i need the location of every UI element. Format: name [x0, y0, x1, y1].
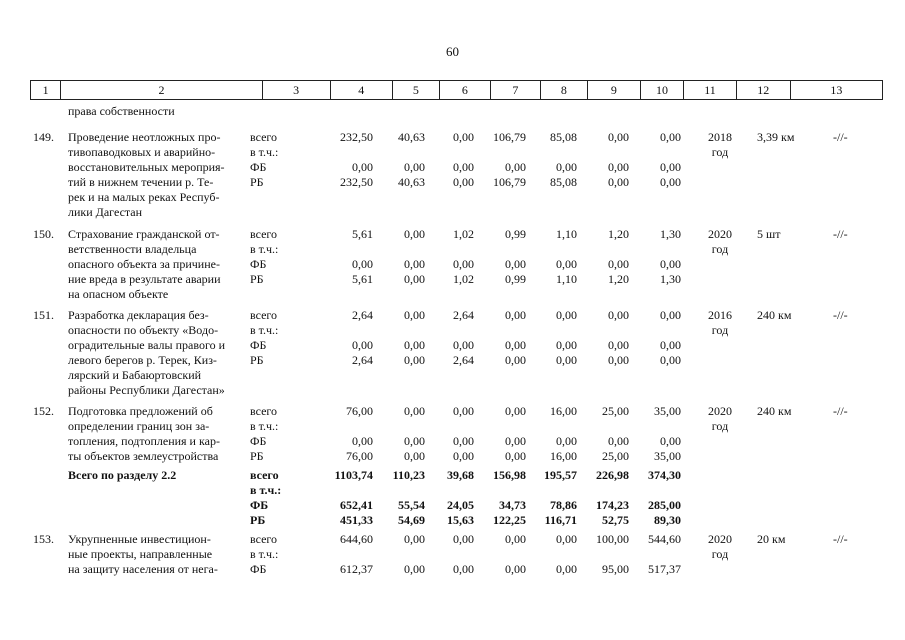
row-151-year: 2016 — [708, 308, 732, 322]
row-150-indicator: 5 шт — [757, 227, 781, 241]
row-151-funding-label: всего — [250, 308, 278, 322]
row-152-year-unit: год — [711, 419, 729, 433]
total-value: 652,41 — [340, 498, 373, 512]
row-152-value: 16,00 — [550, 449, 577, 463]
total-value: 374,30 — [648, 468, 681, 482]
row-150-value: 0,00 — [404, 272, 425, 286]
row-153-value: 517,37 — [648, 562, 681, 576]
row-153-value: 0,00 — [505, 532, 526, 546]
row-149-description-line: Проведение неотложных про- — [68, 130, 221, 144]
row-152-value: 0,00 — [608, 434, 629, 448]
row-150-description-line: ние вреда в результате аварии — [68, 272, 221, 286]
row-151-value: 2,64 — [453, 308, 474, 322]
row-151-value: 0,00 — [505, 308, 526, 322]
row-153-value: 0,00 — [453, 562, 474, 576]
row-150-value: 1,30 — [660, 272, 681, 286]
row-152-description-line: Подготовка предложений об — [68, 404, 213, 418]
row-152-indicator: 240 км — [757, 404, 792, 418]
total-value: 55,54 — [398, 498, 425, 512]
row-152-value: 0,00 — [453, 404, 474, 418]
row-149-funding-label: РБ — [250, 175, 264, 189]
row-150-value: 1,20 — [608, 272, 629, 286]
total-value: 116,71 — [544, 513, 577, 527]
row-150-value: 0,00 — [660, 257, 681, 271]
row-151-funding-label: РБ — [250, 353, 264, 367]
col-header-7: 7 — [491, 81, 541, 99]
row-152-value: 16,00 — [550, 404, 577, 418]
row-151-value: 0,00 — [660, 338, 681, 352]
row-153-value: 0,00 — [505, 562, 526, 576]
row-151-value: 2,64 — [352, 308, 373, 322]
total-value: 52,75 — [602, 513, 629, 527]
row-149-description-line: рек и на малых реках Респуб- — [68, 190, 220, 204]
row-153-year-unit: год — [711, 547, 729, 561]
row-153-funding-label: всего — [250, 532, 278, 546]
row-150-note: -//- — [833, 227, 848, 241]
row-150-description-line: ветственности владельца — [68, 242, 197, 256]
row-149-funding-label: в т.ч.: — [250, 145, 279, 159]
row-149-value: 40,63 — [398, 130, 425, 144]
row-149-indicator: 3,39 км — [757, 130, 795, 144]
row-150-value: 0,00 — [556, 257, 577, 271]
col-header-9: 9 — [588, 81, 641, 99]
row-150-value: 1,10 — [556, 227, 577, 241]
row-153-value: 0,00 — [453, 532, 474, 546]
row-152-value: 0,00 — [352, 434, 373, 448]
total-value: 78,86 — [550, 498, 577, 512]
row-152-funding-label: РБ — [250, 449, 264, 463]
row-149-description-line: тий в нижнем течении р. Те- — [68, 175, 214, 189]
total-value: 285,00 — [648, 498, 681, 512]
row-151-number: 151. — [33, 308, 54, 322]
row-152-funding-label: всего — [250, 404, 278, 418]
col-header-1: 1 — [31, 81, 61, 99]
row-151-funding-label: в т.ч.: — [250, 323, 279, 337]
row-153-value: 100,00 — [596, 532, 629, 546]
col-header-8: 8 — [541, 81, 588, 99]
row-151-description-line: районы Республики Дагестан» — [68, 383, 225, 397]
row-153-value: 95,00 — [602, 562, 629, 576]
row-153-description-line: Укрупненные инвестицион- — [68, 532, 211, 546]
row-151-value: 0,00 — [404, 308, 425, 322]
row-151-value: 0,00 — [404, 353, 425, 367]
col-header-11: 11 — [684, 81, 737, 99]
row-152-funding-label: ФБ — [250, 434, 267, 448]
row-149-description-line: тивопаводковых и аварийно- — [68, 145, 216, 159]
total-value: 226,98 — [596, 468, 629, 482]
total-value: 15,63 — [447, 513, 474, 527]
row-153-value: 0,00 — [404, 532, 425, 546]
row-149-value: 106,79 — [493, 175, 526, 189]
row-150-value: 0,00 — [404, 227, 425, 241]
row-152-value: 25,00 — [602, 449, 629, 463]
row-153-funding-label: ФБ — [250, 562, 267, 576]
row-149-value: 0,00 — [352, 160, 373, 174]
col-header-6: 6 — [440, 81, 491, 99]
row-152-note: -//- — [833, 404, 848, 418]
col-header-5: 5 — [393, 81, 440, 99]
row-151-value: 0,00 — [556, 338, 577, 352]
row-150-year: 2020 — [708, 227, 732, 241]
row-153-value: 612,37 — [340, 562, 373, 576]
row-152-value: 0,00 — [453, 434, 474, 448]
total-value: 39,68 — [447, 468, 474, 482]
row-151-description-line: лярский и Бабаюртовский — [68, 368, 202, 382]
row-152-description-line: топления, подтопления и кар- — [68, 434, 220, 448]
row-152-value: 35,00 — [654, 404, 681, 418]
row-150-value: 0,99 — [505, 227, 526, 241]
col-header-13: 13 — [830, 83, 843, 97]
row-150-value: 0,99 — [505, 272, 526, 286]
row-152-value: 76,00 — [346, 404, 373, 418]
row-149-description-line: восстановительных мероприя- — [68, 160, 225, 174]
row-150-year-unit: год — [711, 242, 729, 256]
total-value: 156,98 — [493, 468, 526, 482]
row-152-value: 35,00 — [654, 449, 681, 463]
row-153-year: 2020 — [708, 532, 732, 546]
row-153-description-line: на защиту населения от нега- — [68, 562, 218, 576]
row-150-description-line: опасного объекта за причине- — [68, 257, 220, 271]
row-151-indicator: 240 км — [757, 308, 792, 322]
row-152-value: 0,00 — [404, 434, 425, 448]
row-153-note: -//- — [833, 532, 848, 546]
row-149-value: 0,00 — [608, 175, 629, 189]
row-151-value: 0,00 — [608, 338, 629, 352]
row-153-number: 153. — [33, 532, 54, 546]
row-149-value: 0,00 — [608, 130, 629, 144]
row-149-value: 0,00 — [453, 160, 474, 174]
row-152-value: 0,00 — [453, 449, 474, 463]
row-151-value: 0,00 — [505, 353, 526, 367]
row-153-value: 0,00 — [556, 532, 577, 546]
row-151-value: 0,00 — [453, 338, 474, 352]
total-value: 195,57 — [544, 468, 577, 482]
page-number: 60 — [446, 44, 459, 59]
row-152-description-line: ты объектов землеустройства — [68, 449, 219, 463]
col-header-12: 12 — [737, 81, 791, 99]
row-150-value: 1,10 — [556, 272, 577, 286]
row-151-value: 0,00 — [660, 353, 681, 367]
table-header-row — [30, 80, 883, 100]
row-149-note: -//- — [833, 130, 848, 144]
row-150-value: 0,00 — [505, 257, 526, 271]
total-value: 89,30 — [654, 513, 681, 527]
row-150-value: 1,02 — [453, 272, 474, 286]
row-150-value: 0,00 — [404, 257, 425, 271]
total-value: 122,25 — [493, 513, 526, 527]
row-151-value: 0,00 — [608, 308, 629, 322]
row-151-value: 0,00 — [608, 353, 629, 367]
total-value: 34,73 — [499, 498, 526, 512]
total-funding-label: ФБ — [250, 498, 269, 512]
row-149-value: 0,00 — [453, 175, 474, 189]
row-152-value: 25,00 — [602, 404, 629, 418]
row-149-value: 85,08 — [550, 175, 577, 189]
row-151-value: 0,00 — [352, 338, 373, 352]
row-151-value: 0,00 — [404, 338, 425, 352]
total-value: 174,23 — [596, 498, 629, 512]
total-label: Всего по разделу 2.2 — [68, 468, 177, 482]
row-149-value: 0,00 — [505, 160, 526, 174]
row-149-value: 0,00 — [404, 160, 425, 174]
total-value: 24,05 — [447, 498, 474, 512]
row-150-value: 0,00 — [352, 257, 373, 271]
row-150-value: 1,30 — [660, 227, 681, 241]
row-149-value: 232,50 — [340, 130, 373, 144]
row-152-value: 76,00 — [346, 449, 373, 463]
row-149-year: 2018 — [708, 130, 732, 144]
row-150-value: 5,61 — [352, 227, 373, 241]
row-149-number: 149. — [33, 130, 54, 144]
row-151-value: 2,64 — [352, 353, 373, 367]
total-funding-label: РБ — [250, 513, 266, 527]
col-header-4: 4 — [331, 81, 393, 99]
total-value: 1103,74 — [334, 468, 373, 482]
row-152-value: 0,00 — [556, 434, 577, 448]
total-value: 110,23 — [392, 468, 425, 482]
continuation-text: права собственности — [68, 104, 175, 118]
row-152-year: 2020 — [708, 404, 732, 418]
row-150-value: 0,00 — [608, 257, 629, 271]
row-151-value: 0,00 — [556, 308, 577, 322]
row-153-value: 0,00 — [404, 562, 425, 576]
row-149-value: 0,00 — [660, 130, 681, 144]
total-funding-label: в т.ч.: — [250, 483, 282, 497]
row-149-value: 0,00 — [660, 160, 681, 174]
row-153-funding-label: в т.ч.: — [250, 547, 279, 561]
row-150-number: 150. — [33, 227, 54, 241]
row-149-value: 0,00 — [608, 160, 629, 174]
row-151-funding-label: ФБ — [250, 338, 267, 352]
total-funding-label: всего — [250, 468, 279, 482]
row-152-funding-label: в т.ч.: — [250, 419, 279, 433]
row-150-funding-label: РБ — [250, 272, 264, 286]
row-150-value: 5,61 — [352, 272, 373, 286]
row-152-value: 0,00 — [404, 404, 425, 418]
row-151-value: 0,00 — [505, 338, 526, 352]
total-value: 54,69 — [398, 513, 425, 527]
row-152-value: 0,00 — [404, 449, 425, 463]
row-153-value: 0,00 — [556, 562, 577, 576]
row-151-description-line: левого берегов р. Терек, Киз- — [68, 353, 217, 367]
row-149-value: 85,08 — [550, 130, 577, 144]
row-151-year-unit: год — [711, 323, 729, 337]
row-152-value: 0,00 — [505, 404, 526, 418]
row-149-value: 0,00 — [556, 160, 577, 174]
row-150-value: 0,00 — [453, 257, 474, 271]
col-header-2: 2 — [61, 81, 263, 99]
row-153-value: 544,60 — [648, 532, 681, 546]
col-header-3: 3 — [263, 81, 331, 99]
row-149-funding-label: всего — [250, 130, 278, 144]
row-151-description-line: опасности по объекту «Водо- — [68, 323, 219, 337]
row-152-number: 152. — [33, 404, 54, 418]
row-149-value: 106,79 — [493, 130, 526, 144]
row-153-value: 644,60 — [340, 532, 373, 546]
row-149-funding-label: ФБ — [250, 160, 267, 174]
row-150-funding-label: в т.ч.: — [250, 242, 279, 256]
row-152-value: 0,00 — [505, 434, 526, 448]
row-153-indicator: 20 км — [757, 532, 786, 546]
row-150-funding-label: всего — [250, 227, 278, 241]
total-value: 451,33 — [340, 513, 373, 527]
row-152-value: 0,00 — [505, 449, 526, 463]
row-149-value: 40,63 — [398, 175, 425, 189]
row-149-value: 232,50 — [340, 175, 373, 189]
row-151-description-line: Разработка декларация без- — [68, 308, 209, 322]
row-149-year-unit: год — [711, 145, 729, 159]
row-152-description-line: определении границ зон за- — [68, 419, 210, 433]
row-149-value: 0,00 — [453, 130, 474, 144]
row-151-value: 0,00 — [556, 353, 577, 367]
row-153-description-line: ные проекты, направленные — [68, 547, 213, 561]
row-151-value: 2,64 — [453, 353, 474, 367]
row-149-description-line: лики Дагестан — [68, 205, 143, 219]
row-150-value: 1,02 — [453, 227, 474, 241]
row-150-description-line: на опасном объекте — [68, 287, 169, 301]
row-151-value: 0,00 — [660, 308, 681, 322]
row-150-description-line: Страхование гражданской от- — [68, 227, 220, 241]
col-header-10: 10 — [641, 81, 684, 99]
row-149-value: 0,00 — [660, 175, 681, 189]
row-152-value: 0,00 — [660, 434, 681, 448]
row-151-note: -//- — [833, 308, 848, 322]
row-150-funding-label: ФБ — [250, 257, 267, 271]
row-151-description-line: оградительные валы правого и — [68, 338, 225, 352]
row-150-value: 1,20 — [608, 227, 629, 241]
